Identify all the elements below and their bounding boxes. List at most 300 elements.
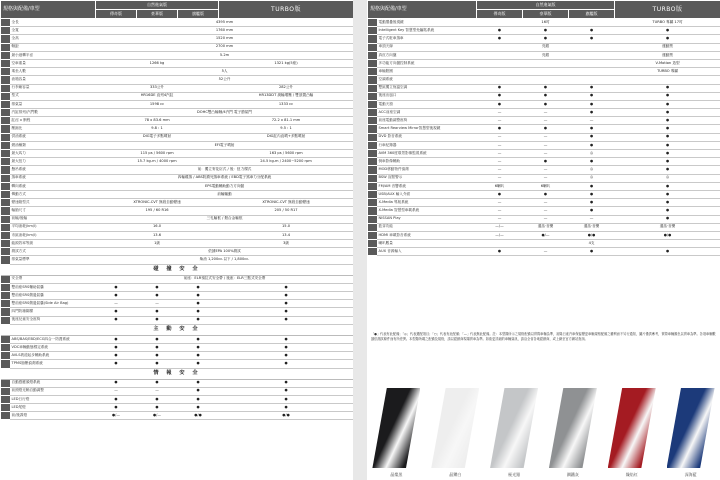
spec-row: [1, 190, 354, 198]
feature-mark: [477, 59, 523, 67]
category-tab: [368, 92, 377, 100]
category-tab: [1, 68, 10, 76]
feature-label: 電動摺疊後視鏡: [377, 19, 477, 27]
feature-mark: ◎: [569, 166, 615, 174]
category-tab: [1, 292, 10, 300]
category-tab: [1, 43, 10, 51]
spec-label: 煞車系統: [10, 174, 96, 182]
feature-label: 真皮方向盤: [377, 51, 477, 59]
feature-label: 車輪鋁圈: [377, 68, 477, 76]
feature-mark: 通話·音樂: [569, 223, 615, 231]
feature-mark: 6喇叭: [523, 182, 569, 190]
feature-mark: ●: [615, 248, 720, 256]
feature-row: [368, 141, 720, 149]
feature-mark: —: [523, 117, 569, 125]
feature-mark: ●: [477, 27, 523, 35]
color-chip: [608, 388, 656, 468]
feature-row: [368, 76, 720, 84]
spec-value-na: XTRONIC-CVT 無段自動變速: [96, 199, 219, 207]
spec-label: 供油系統: [10, 133, 96, 141]
spec-row: [1, 223, 354, 231]
spec-label: 輪胎尺寸: [10, 207, 96, 215]
feature-mark: ●: [569, 35, 615, 43]
feature-mark: ●: [219, 292, 353, 300]
feature-mark: ●: [615, 190, 720, 198]
category-tab: [1, 316, 10, 324]
feature-mark: ●: [96, 352, 137, 360]
feature-mark: ●: [569, 92, 615, 100]
feature-mark: ●: [615, 133, 720, 141]
feature-mark: ◎: [615, 174, 720, 182]
spec-label: 變速箱型式: [10, 199, 96, 207]
feature-mark: —: [569, 215, 615, 223]
feature-label: 車頂天線: [377, 43, 477, 51]
feature-mark: —: [523, 248, 569, 256]
feature-mark: ●/—: [137, 412, 178, 420]
feature-row: [368, 84, 720, 92]
spec-value-na: 333公升: [96, 84, 219, 92]
spec-label: 乘坐人數: [10, 68, 96, 76]
category-tab: [368, 248, 377, 256]
spec-value-na: 16.0: [96, 223, 219, 231]
feature-mark: ●: [569, 190, 615, 198]
feature-mark: ◎: [569, 150, 615, 158]
category-tab: [1, 223, 10, 231]
spec-label: 轉向系統: [10, 182, 96, 190]
feature-mark: ●/●: [615, 231, 720, 239]
feature-mark: ●: [477, 125, 523, 133]
spec-label: 燃油種類: [10, 141, 96, 149]
spec-label: 壓縮比: [10, 125, 96, 133]
feature-value: 前座：ELR預拉式安全帶 / 後座：ELR三點式安全帶: [96, 275, 354, 283]
feature-mark: [569, 43, 615, 51]
spec-label: 傳動方式: [10, 190, 96, 198]
feature-mark: ●: [96, 360, 137, 368]
feature-mark: ●: [219, 316, 353, 324]
spec-row: [1, 43, 354, 51]
feature-mark: ●: [569, 182, 615, 190]
feature-label: 後座兒童安全座椅: [10, 316, 96, 324]
feature-mark: —: [477, 109, 523, 117]
feature-mark: [569, 59, 615, 67]
feature-mark: ●: [96, 283, 137, 291]
spec-value-turbo: 1333 cc: [219, 100, 353, 108]
spec-value: 4395 mm: [96, 19, 354, 27]
feature-mark: [569, 19, 615, 27]
spec-row: [1, 51, 354, 59]
category-tab: [368, 35, 377, 43]
feature-mark: —: [137, 387, 178, 395]
category-tab: [1, 92, 10, 100]
feature-mark: ●: [477, 84, 523, 92]
feature-row: [1, 387, 354, 395]
feature-mark: —: [523, 199, 569, 207]
feature-mark: ●: [615, 207, 720, 215]
category-tab: [368, 174, 377, 182]
category-tab: [1, 335, 10, 343]
category-tab: [1, 174, 10, 182]
category-tab: [368, 240, 377, 248]
feature-mark: ●: [219, 283, 353, 291]
feature-label: 多功能方向盤控制系統: [377, 59, 477, 67]
header-trim-2: 豪華版: [523, 10, 569, 19]
color-swatch: [431, 388, 479, 480]
feature-label: 雙前座SRS輔助氣囊: [10, 283, 96, 291]
category-tab: [368, 133, 377, 141]
feature-label: USB/AUX 輸入介面: [377, 190, 477, 198]
feature-label: 倒車影像輔助: [377, 158, 477, 166]
spec-row: [1, 215, 354, 223]
spec-value: 2700 mm: [96, 43, 354, 51]
feature-mark: ●: [178, 379, 219, 387]
spec-label: 型式: [10, 92, 96, 100]
category-tab: [368, 150, 377, 158]
spec-value-turbo: 3級: [219, 240, 353, 248]
spec-value-turbo: 13.4: [219, 231, 353, 239]
feature-mark: [523, 59, 569, 67]
spec-value-turbo: 72.2 x 81.1 mm: [219, 117, 353, 125]
feature-mark: ●: [615, 158, 720, 166]
spec-value-turbo: DIG缸內直噴+多點噴射: [219, 133, 353, 141]
feature-mark: ●: [219, 352, 353, 360]
feature-mark: [477, 51, 523, 59]
feature-mark: ●: [615, 166, 720, 174]
feature-row: [368, 207, 720, 215]
category-tab: [1, 182, 10, 190]
feature-label: 電動天窗: [377, 100, 477, 108]
feature-mark: —: [477, 117, 523, 125]
feature-label: 雙前座SRS側邊氣囊: [10, 292, 96, 300]
header-corner: 規格與配備/車型: [1, 1, 96, 19]
feature-row: [368, 240, 720, 248]
feature-mark: ●: [569, 100, 615, 108]
feature-label: 喇叭數量: [377, 240, 477, 248]
feature-label: VDC車輛動態穩定系統: [10, 343, 96, 351]
category-tab: [1, 395, 10, 403]
color-name: 鋼鐵灰: [566, 472, 579, 477]
feature-mark: ●: [615, 182, 720, 190]
spec-value: 前：獨立麥花臣式 / 後：扭力樑式: [96, 166, 354, 174]
feature-row: [368, 150, 720, 158]
feature-mark: —: [477, 150, 523, 158]
feature-mark: [615, 76, 720, 84]
feature-mark: TURBO 專屬: [615, 68, 720, 76]
spec-label: 市區油耗(km/l): [10, 231, 96, 239]
feature-mark: ●: [477, 100, 523, 108]
spec-label: 平均油耗(km/l): [10, 223, 96, 231]
feature-label: 藍芽功能: [377, 223, 477, 231]
spec-row: [1, 248, 354, 256]
spec-value-turbo: 163 ps / 5600 rpm: [219, 150, 353, 158]
spec-value: EPS電動輔助動力方向盤: [96, 182, 354, 190]
feature-mark: 運動黑: [615, 51, 720, 59]
spec-row: [1, 100, 354, 108]
feature-row: [1, 283, 354, 291]
feature-mark: ●: [615, 215, 720, 223]
feature-row: [1, 335, 354, 343]
spec-label: 排氣量: [10, 100, 96, 108]
feature-label: 雙前座SRS側邊氣囊(Side Air Bag): [10, 300, 96, 308]
color-chip: [431, 388, 479, 468]
feature-mark: ●/●: [569, 231, 615, 239]
feature-row: [368, 190, 720, 198]
feature-mark: —: [523, 166, 569, 174]
spec-row: [1, 84, 354, 92]
spec-value-na: 78 x 83.6 mm: [96, 117, 219, 125]
category-tab: [368, 166, 377, 174]
feature-mark: —: [477, 141, 523, 149]
spec-value: 柴油 1,200cc.以下 / 1,800cc.: [96, 256, 354, 264]
spec-label: 缸徑 x 衝程: [10, 117, 96, 125]
feature-mark: ●: [137, 292, 178, 300]
category-tab: [1, 76, 10, 84]
feature-label: X-Media 智慧型車載系統: [377, 207, 477, 215]
feature-row: [368, 109, 720, 117]
feature-label: TPMS胎壓偵測系統: [10, 360, 96, 368]
feature-mark: [569, 68, 615, 76]
feature-mark: ●: [477, 248, 523, 256]
category-tab: [1, 283, 10, 291]
feature-mark: ●: [137, 352, 178, 360]
feature-mark: TURBO 專屬 17吋: [615, 19, 720, 27]
feature-row: [1, 316, 354, 324]
feature-mark: ●: [523, 190, 569, 198]
category-tab: [1, 158, 10, 166]
feature-label: 安全帶: [10, 275, 96, 283]
category-tab: [368, 117, 377, 125]
feature-mark: ●: [219, 360, 353, 368]
spec-label: 汽缸排列/汽門數: [10, 109, 96, 117]
feature-mark: —: [523, 150, 569, 158]
feature-row: [368, 125, 720, 133]
feature-mark: —/—: [477, 231, 523, 239]
feature-mark: ●/●: [219, 412, 353, 420]
feature-mark: ●: [569, 84, 615, 92]
spec-value-na: HR16DE 直列4汽缸: [96, 92, 219, 100]
feature-mark: 4支: [569, 240, 615, 248]
feature-mark: ●: [523, 100, 569, 108]
feature-mark: ●: [219, 300, 353, 308]
color-name: 深海藍: [684, 472, 697, 477]
category-tab: [1, 352, 10, 360]
feature-mark: ●: [96, 404, 137, 412]
category-tab: [368, 84, 377, 92]
feature-mark: [477, 19, 523, 27]
spec-value: DOHC雙凸輪軸/4汽門 電子節氣門: [96, 109, 354, 117]
feature-mark: —: [137, 300, 178, 308]
spec-row: [1, 240, 354, 248]
spec-value-turbo: 15.0: [219, 223, 353, 231]
spec-row: [1, 150, 354, 158]
feature-label: LED日行燈: [10, 395, 96, 403]
feature-mark: ●: [96, 379, 137, 387]
feature-mark: ●: [178, 283, 219, 291]
spec-sheet-right: [367, 0, 720, 480]
spec-value-turbo: 9.5 : 1: [219, 125, 353, 133]
feature-mark: ●: [219, 335, 353, 343]
feature-mark: ●: [178, 360, 219, 368]
category-tab: [1, 300, 10, 308]
spec-value-na: DIG電子多點噴射: [96, 133, 219, 141]
feature-mark: ●: [523, 92, 569, 100]
feature-label: HDMI 車載影音系統: [377, 231, 477, 239]
feature-mark: —: [477, 215, 523, 223]
spec-row: [1, 27, 354, 35]
feature-label: LED尾燈: [10, 404, 96, 412]
spec-label: 最小迴轉半徑: [10, 51, 96, 59]
category-tab: [368, 100, 377, 108]
feature-mark: ●: [615, 125, 720, 133]
spec-value: 依據EPA 100%測試: [96, 248, 354, 256]
feature-mark: 亮銀: [523, 43, 569, 51]
spec-row: [1, 174, 354, 182]
spec-label: 油箱容量: [10, 76, 96, 84]
feature-mark: [523, 68, 569, 76]
spec-label: 行李廂容量: [10, 84, 96, 92]
feature-row: [368, 248, 720, 256]
category-tab: [1, 141, 10, 149]
category-tab: [1, 27, 10, 35]
spec-value: 四輪碟煞 / ABS防鎖死煞車系統 / EBD電子煞車力分配系統: [96, 174, 354, 182]
feature-mark: ●: [615, 150, 720, 158]
feature-label: 前照燈光軸自動調整: [10, 387, 96, 395]
category-tab: [368, 76, 377, 84]
feature-mark: —: [523, 109, 569, 117]
feature-mark: ●: [523, 158, 569, 166]
feature-mark: ●: [96, 395, 137, 403]
feature-row: [368, 223, 720, 231]
feature-mark: ●: [569, 109, 615, 117]
category-tab: [1, 84, 10, 92]
feature-mark: ●: [615, 117, 720, 125]
feature-row: [1, 412, 354, 420]
feature-mark: [615, 240, 720, 248]
category-tab: [1, 248, 10, 256]
feature-label: X-Media 導航系統: [377, 199, 477, 207]
header-trim-1: 傳奇版: [96, 10, 137, 19]
feature-mark: ●: [615, 199, 720, 207]
feature-mark: —: [477, 174, 523, 182]
category-tab: [368, 59, 377, 67]
feature-mark: —: [477, 133, 523, 141]
feature-mark: ●: [523, 27, 569, 35]
category-tab: [1, 100, 10, 108]
section-header: [1, 264, 354, 275]
spec-row: [1, 59, 354, 67]
spec-value: 5人: [96, 68, 354, 76]
feature-mark: ●: [569, 141, 615, 149]
category-tab: [1, 231, 10, 239]
feature-label: AUX 音源輸入: [377, 248, 477, 256]
feature-mark: [477, 76, 523, 84]
category-tab: [1, 308, 10, 316]
spec-label: 空車重量: [10, 59, 96, 67]
feature-mark: 6喇叭: [477, 182, 523, 190]
feature-mark: ●: [219, 308, 353, 316]
color-name: 極光銀: [508, 472, 521, 477]
feature-mark: —: [523, 215, 569, 223]
category-tab: [1, 343, 10, 351]
feature-row: [368, 19, 720, 27]
category-tab: [368, 182, 377, 190]
feature-mark: 通話·音樂: [615, 223, 720, 231]
spec-row: [1, 256, 354, 264]
color-chip: [549, 388, 597, 468]
spec-value-turbo: XTRONIC-CVT 無段自動變速: [219, 199, 353, 207]
feature-row: [368, 27, 720, 35]
spec-value-na: 1級: [96, 240, 219, 248]
category-tab: [368, 27, 377, 35]
feature-label: 前座電動調整座椅: [377, 117, 477, 125]
feature-label: 空調系統: [377, 76, 477, 84]
feature-row: [368, 215, 720, 223]
feature-mark: ●: [137, 283, 178, 291]
header-na-group: 自然進氣版: [477, 1, 615, 10]
category-tab: [1, 412, 10, 420]
feature-label: 行車紀錄器: [377, 141, 477, 149]
category-tab: [1, 133, 10, 141]
category-tab: [1, 360, 10, 368]
spec-label: 全長: [10, 19, 96, 27]
spec-row: [1, 68, 354, 76]
feature-label: ACC前座空調: [377, 109, 477, 117]
spec-value: 52公升: [96, 76, 354, 84]
feature-mark: —: [523, 207, 569, 215]
spec-value: 1520 mm: [96, 35, 354, 43]
feature-row: [368, 231, 720, 239]
feature-mark: 通話·音樂: [523, 223, 569, 231]
feature-mark: ●: [219, 343, 353, 351]
feature-mark: ●: [569, 207, 615, 215]
feature-mark: ●: [523, 125, 569, 133]
feature-mark: ●: [137, 404, 178, 412]
category-tab: [368, 43, 377, 51]
feature-mark: ●: [96, 308, 137, 316]
color-chip: [372, 388, 420, 468]
spec-sheet-left: [0, 0, 353, 480]
header-trim-1: 傳奇版: [477, 10, 523, 19]
category-tab: [368, 199, 377, 207]
feature-row: [1, 300, 354, 308]
page-gutter: [353, 0, 367, 480]
feature-mark: ●: [137, 343, 178, 351]
feature-row: [368, 59, 720, 67]
feature-mark: —: [96, 300, 137, 308]
feature-mark: ●: [569, 158, 615, 166]
feature-mark: ●: [523, 84, 569, 92]
feature-mark: 亮銀: [523, 51, 569, 59]
spec-value-turbo: HR13DDT 渦輪增壓 / 雙頂置凸輪: [219, 92, 353, 100]
spec-row: [1, 109, 354, 117]
category-tab: [1, 207, 10, 215]
feature-mark: ●/—: [96, 412, 137, 420]
category-tab: [368, 51, 377, 59]
feature-row: [1, 292, 354, 300]
feature-mark: ●: [96, 316, 137, 324]
feature-mark: ●: [178, 316, 219, 324]
category-tab: [1, 215, 10, 223]
category-tab: [1, 256, 10, 264]
category-tab: [1, 125, 10, 133]
feature-label: FM/AM 音響系統: [377, 182, 477, 190]
feature-mark: ●: [569, 125, 615, 133]
feature-mark: —: [523, 133, 569, 141]
spec-label: 懸吊系統: [10, 166, 96, 174]
feature-mark: ●: [569, 133, 615, 141]
feature-row: [368, 182, 720, 190]
feature-label: BSW 盲點警示: [377, 174, 477, 182]
feature-mark: ●: [615, 100, 720, 108]
